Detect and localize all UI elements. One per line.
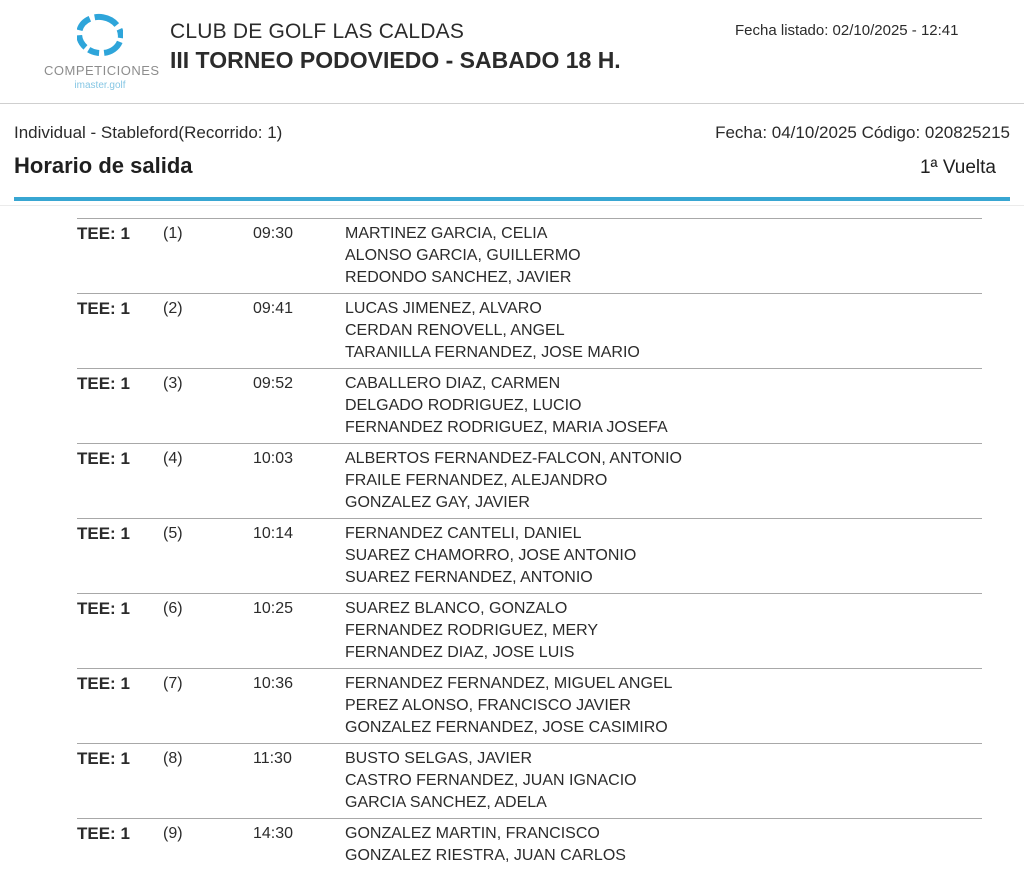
player-name: LUCAS JIMENEZ, ALVARO [345, 300, 542, 317]
dashed-circle-logo-icon [77, 10, 123, 60]
logo-brand-text: COMPETICIONES [44, 63, 160, 78]
table-row [77, 369, 982, 444]
players-list [345, 294, 982, 369]
player-name: FRAILE FERNANDEZ, ALEJANDRO [345, 472, 608, 489]
tee-label: TEE: 1 [77, 674, 130, 693]
tee-label: TEE: 1 [77, 599, 130, 618]
start-time: 09:41 [253, 300, 294, 317]
competition-date-code: Fecha: 04/10/2025 Código: 020825215 [715, 123, 1010, 142]
player-name: GARCIA SANCHEZ, ADELA [345, 794, 547, 811]
header-titles [170, 0, 621, 74]
group-number: (7) [163, 675, 183, 692]
tee-label: TEE: 1 [77, 824, 130, 843]
group-number: (8) [163, 750, 183, 767]
tournament-name: III TORNEO PODOVIEDO - SABADO 18 H. [170, 47, 621, 73]
players-list [345, 219, 982, 294]
player-name: FERNANDEZ DIAZ, JOSE LUIS [345, 644, 575, 661]
players-list [345, 594, 982, 669]
start-time: 11:30 [253, 750, 292, 767]
table-row [77, 219, 982, 294]
round-label: 1ª Vuelta [919, 157, 996, 178]
start-time: 10:14 [253, 525, 294, 542]
table-row [77, 669, 982, 744]
players-list [345, 744, 982, 819]
logo-subbrand-text: imaster.golf [74, 80, 126, 91]
group-number: (5) [163, 525, 183, 542]
player-name: SUAREZ BLANCO, GONZALO [345, 600, 568, 617]
start-time: 10:25 [253, 600, 294, 617]
players-list [345, 669, 982, 744]
start-time: 10:03 [253, 450, 294, 467]
club-name: CLUB DE GOLF LAS CALDAS [170, 20, 465, 43]
player-name: FERNANDEZ RODRIGUEZ, MARIA JOSEFA [345, 419, 668, 436]
tee-label: TEE: 1 [77, 299, 130, 318]
tee-label: TEE: 1 [77, 224, 130, 243]
competiciones-logo [44, 0, 160, 91]
players-list [345, 519, 982, 594]
player-name: GONZALEZ RIESTRA, JUAN CARLOS [345, 847, 626, 864]
start-time: 10:36 [253, 675, 294, 692]
group-number: (4) [163, 450, 183, 467]
player-name: REDONDO SANCHEZ, JAVIER [345, 269, 572, 286]
player-name: FERNANDEZ RODRIGUEZ, MERY [345, 622, 599, 639]
player-name: DELGADO RODRIGUEZ, LUCIO [345, 397, 582, 414]
tee-times-table [77, 218, 982, 871]
players-list [345, 819, 982, 872]
players-list [345, 369, 982, 444]
document-header [0, 0, 1024, 104]
player-name: ALBERTOS FERNANDEZ-FALCON, ANTONIO [345, 450, 682, 467]
players-list [345, 444, 982, 519]
player-name: SUAREZ FERNANDEZ, ANTONIO [345, 569, 593, 586]
table-row [77, 594, 982, 669]
faint-divider [0, 205, 1024, 206]
player-name: SUAREZ CHAMORRO, JOSE ANTONIO [345, 547, 637, 564]
group-number: (9) [163, 825, 183, 842]
player-name: CERDAN RENOVELL, ANGEL [345, 322, 565, 339]
table-row [77, 294, 982, 369]
start-time: 09:30 [253, 225, 294, 242]
group-number: (2) [163, 300, 183, 317]
player-name: PEREZ ALONSO, FRANCISCO JAVIER [345, 697, 631, 714]
page-title: Horario de salida [14, 153, 193, 178]
competition-subheader [0, 123, 1024, 206]
start-time: 14:30 [253, 825, 294, 842]
tee-label: TEE: 1 [77, 449, 130, 468]
group-number: (6) [163, 600, 183, 617]
group-number: (1) [163, 225, 183, 242]
group-number: (3) [163, 375, 183, 392]
table-row [77, 819, 982, 872]
tee-label: TEE: 1 [77, 749, 130, 768]
tee-label: TEE: 1 [77, 374, 130, 393]
competition-format: Individual - Stableford(Recorrido: 1) [14, 123, 283, 142]
tee-times-main [0, 218, 1024, 871]
player-name: TARANILLA FERNANDEZ, JOSE MARIO [345, 344, 640, 361]
player-name: ALONSO GARCIA, GUILLERMO [345, 247, 581, 264]
table-row [77, 519, 982, 594]
player-name: CABALLERO DIAZ, CARMEN [345, 375, 561, 392]
player-name: GONZALEZ MARTIN, FRANCISCO [345, 825, 600, 842]
start-time: 09:52 [253, 375, 294, 392]
tee-label: TEE: 1 [77, 524, 130, 543]
player-name: CASTRO FERNANDEZ, JUAN IGNACIO [345, 772, 637, 789]
competition-meta-row [14, 123, 1010, 143]
accent-divider [14, 197, 1010, 201]
player-name: FERNANDEZ CANTELI, DANIEL [345, 525, 582, 542]
player-name: GONZALEZ GAY, JAVIER [345, 494, 530, 511]
listing-date: Fecha listado: 02/10/2025 - 12:41 [735, 22, 959, 39]
table-row [77, 444, 982, 519]
player-name: FERNANDEZ FERNANDEZ, MIGUEL ANGEL [345, 675, 673, 692]
table-row [77, 744, 982, 819]
player-name: GONZALEZ FERNANDEZ, JOSE CASIMIRO [345, 719, 668, 736]
player-name: BUSTO SELGAS, JAVIER [345, 750, 533, 767]
player-name: MARTINEZ GARCIA, CELIA [345, 225, 548, 242]
section-title-row [14, 153, 1010, 179]
